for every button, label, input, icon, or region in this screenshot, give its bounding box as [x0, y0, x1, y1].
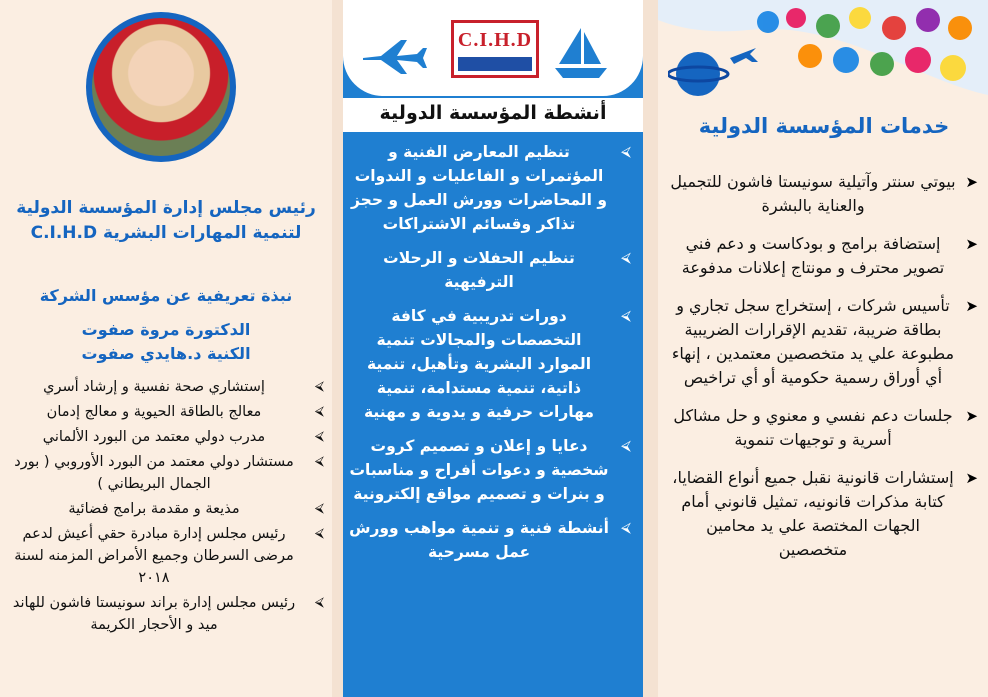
founder-name-block [10, 318, 322, 366]
list-item: ⮘ مستشار دولي معتمد من البورد الأوروبي ( بورد الجمال البريطاني ) [6, 451, 324, 495]
list-item: ⮘ مدرب دولي معتمد من البورد الألماني [6, 426, 324, 448]
services-title: خدمات المؤسسة الدولية [698, 114, 950, 138]
arrow-bullet-icon: ⮘ [314, 379, 324, 394]
services-panel [658, 0, 988, 697]
arrow-bullet-icon: ➤ [965, 297, 978, 315]
colorful-hands-icon [748, 4, 978, 100]
header-banner [343, 0, 643, 96]
arrow-bullet-icon: ⮘ [314, 526, 324, 541]
arrow-bullet-icon: ⮘ [621, 250, 631, 266]
list-item: ➤ جلسات دعم نفسي و معنوي و حل مشاكل أسرية و توجيهات تنموية [673, 406, 978, 449]
arrow-bullet-icon: ⮘ [621, 144, 631, 160]
arrow-bullet-icon: ⮘ [621, 438, 631, 454]
activities-title: أنشطة المؤسسة الدولية [343, 98, 643, 132]
arrow-bullet-icon: ⮘ [314, 454, 324, 469]
activities-list [349, 140, 631, 574]
arrow-bullet-icon: ⮘ [314, 501, 324, 516]
list-item: ➤ تأسيس شركات ، إستخراج سجل تجاري و بطاقة ضريبة، تقديم الإقرارات الضريبية مطبوعة علي يد متخصصين معتمدين ، إنهاء أي أوراق رسمية حكومية أو أي تراخيص [671, 296, 978, 387]
list-item: ➤ إستشارات قانونية نقبل جميع أنواع القضايا، كتابة مذكرات قانونيه، تمثيل قانوني أمام الجهات المختصة علي يد محامين متخصصين [672, 468, 978, 559]
founder-photo [92, 18, 230, 156]
cihd-logo [451, 20, 539, 78]
arrow-bullet-icon: ➤ [965, 173, 978, 191]
arrow-bullet-icon: ➤ [965, 235, 978, 253]
arrow-bullet-icon: ⮘ [314, 595, 324, 610]
sailboat-icon [551, 24, 611, 80]
founder-photo-frame [86, 12, 236, 162]
founder-title: رئيس مجلس إدارة المؤسسة الدولية لتنمية المهارات البشرية C.I.H.D [16, 198, 316, 243]
arrow-bullet-icon: ➤ [965, 469, 978, 487]
founder-panel [0, 0, 332, 697]
airplane-icon [361, 36, 427, 76]
founder-name: الدكتورة مروة صفوت [81, 320, 251, 339]
list-item: ⮘ رئيس مجلس إدارة مبادرة حقي أعيش لدعم مرضى السرطان وجميع الأمراض المزمنه لسنة ٢٠١٨ [6, 523, 324, 589]
services-list [670, 170, 978, 576]
founder-nickname: الكنية د.هايدي صفوت [81, 344, 251, 363]
arrow-bullet-icon: ⮘ [314, 404, 324, 419]
activities-panel [343, 0, 643, 697]
list-item: ⮘ دعايا و إعلان و تصميم كروت شخصية و دعوات أفراح و مناسبات و بنرات و تصميم مواقع إلكترونية [349, 434, 631, 506]
logo-text: C.I.H.D [457, 29, 533, 51]
globe-plane-icon [668, 40, 760, 100]
list-item: ⮘ مذيعة و مقدمة برامج فضائية [6, 498, 324, 520]
arrow-bullet-icon: ➤ [965, 407, 978, 425]
list-item: ⮘ معالج بالطاقة الحيوية و معالج إدمان [6, 401, 324, 423]
list-item: ➤ بيوتي سنتر وآتيلية سونيستا فاشون للتجميل والعناية بالبشرة [670, 172, 978, 215]
panel-divider [332, 0, 343, 697]
founder-subtitle: نبذة تعريفية عن مؤسس الشركة [39, 286, 293, 305]
list-item: ⮘ رئيس مجلس إدارة براند سونيستا فاشون للهاند ميد و الأحجار الكريمة [6, 592, 324, 636]
list-item: ➤ إستضافة برامج و بودكاست و دعم فني تصوير محترف و مونتاج إعلانات مدفوعة [681, 234, 978, 277]
list-item: ⮘ تنظيم المعارض الفنية و المؤتمرات و الفاعليات و الندوات و المحاضرات وورش العمل و حجز تذاكر وقسائم الاشتراكات [349, 140, 631, 236]
arrow-bullet-icon: ⮘ [621, 520, 631, 536]
arrow-bullet-icon: ⮘ [314, 429, 324, 444]
founder-credentials-list [6, 376, 324, 639]
list-item: ⮘ إستشاري صحة نفسية و إرشاد أسري [6, 376, 324, 398]
list-item: ⮘ دورات تدريبية في كافة التخصصات والمجالات تنمية الموارد البشرية وتأهيل، تنمية ذاتية، تنمية مستدامة، تنمية مهارات حرفية و يدوية و مهنية [349, 304, 631, 424]
list-item: ⮘ تنظيم الحفلات و الرحلات الترفيهية [349, 246, 631, 294]
panel-divider [643, 0, 658, 697]
list-item: ⮘ أنشطة فنية و تنمية مواهب وورش عمل مسرحية [349, 516, 631, 564]
logo-bar [458, 57, 532, 71]
arrow-bullet-icon: ⮘ [621, 308, 631, 324]
